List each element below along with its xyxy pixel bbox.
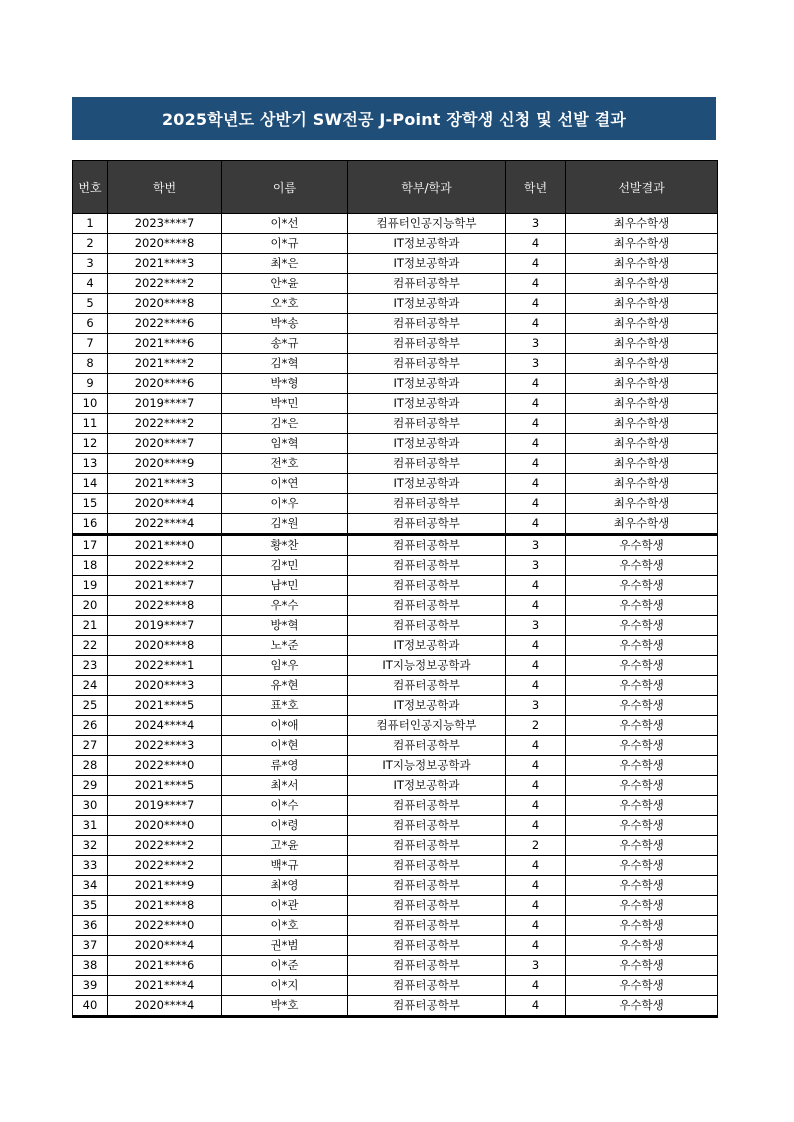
cell-student-id: 2020****7 xyxy=(108,434,222,454)
header-name: 이름 xyxy=(222,161,348,214)
cell-number: 25 xyxy=(73,696,108,716)
cell-grade: 4 xyxy=(506,254,566,274)
table-row xyxy=(73,314,718,334)
header-result: 선발결과 xyxy=(566,161,718,214)
cell-result: 우수학생 xyxy=(566,676,718,696)
cell-name: 박*형 xyxy=(222,374,348,394)
cell-result: 최우수학생 xyxy=(566,334,718,354)
cell-student-id: 2021****3 xyxy=(108,474,222,494)
table-row xyxy=(73,836,718,856)
cell-name: 이*지 xyxy=(222,976,348,996)
table-row xyxy=(73,354,718,374)
cell-department: 컴퓨터공학부 xyxy=(348,354,506,374)
cell-grade: 4 xyxy=(506,776,566,796)
cell-grade: 3 xyxy=(506,556,566,576)
cell-name: 유*현 xyxy=(222,676,348,696)
cell-number: 27 xyxy=(73,736,108,756)
cell-department: 컴퓨터공학부 xyxy=(348,454,506,474)
cell-student-id: 2021****5 xyxy=(108,696,222,716)
cell-department: IT정보공학과 xyxy=(348,254,506,274)
table-row xyxy=(73,776,718,796)
cell-department: 컴퓨터공학부 xyxy=(348,936,506,956)
cell-name: 이*우 xyxy=(222,494,348,514)
cell-result: 우수학생 xyxy=(566,996,718,1017)
cell-grade: 4 xyxy=(506,636,566,656)
cell-name: 이*애 xyxy=(222,716,348,736)
cell-department: 컴퓨터공학부 xyxy=(348,676,506,696)
cell-department: 컴퓨터공학부 xyxy=(348,976,506,996)
cell-name: 이*선 xyxy=(222,214,348,234)
cell-number: 2 xyxy=(73,234,108,254)
cell-result: 우수학생 xyxy=(566,956,718,976)
cell-name: 최*은 xyxy=(222,254,348,274)
cell-name: 김*은 xyxy=(222,414,348,434)
cell-grade: 3 xyxy=(506,956,566,976)
cell-department: 컴퓨터공학부 xyxy=(348,494,506,514)
cell-student-id: 2021****9 xyxy=(108,876,222,896)
cell-result: 우수학생 xyxy=(566,836,718,856)
cell-grade: 4 xyxy=(506,656,566,676)
cell-number: 10 xyxy=(73,394,108,414)
cell-student-id: 2023****7 xyxy=(108,214,222,234)
cell-result: 최우수학생 xyxy=(566,434,718,454)
cell-student-id: 2020****0 xyxy=(108,816,222,836)
table-row xyxy=(73,454,718,474)
cell-department: 컴퓨터공학부 xyxy=(348,556,506,576)
table-row xyxy=(73,816,718,836)
cell-number: 16 xyxy=(73,514,108,535)
cell-department: 컴퓨터공학부 xyxy=(348,736,506,756)
header-student-id: 학번 xyxy=(108,161,222,214)
cell-name: 임*우 xyxy=(222,656,348,676)
cell-grade: 4 xyxy=(506,394,566,414)
cell-grade: 4 xyxy=(506,756,566,776)
cell-result: 최우수학생 xyxy=(566,394,718,414)
cell-name: 김*혁 xyxy=(222,354,348,374)
table-row xyxy=(73,756,718,776)
cell-number: 22 xyxy=(73,636,108,656)
cell-student-id: 2021****6 xyxy=(108,334,222,354)
cell-department: 컴퓨터공학부 xyxy=(348,856,506,876)
cell-grade: 4 xyxy=(506,514,566,535)
cell-name: 이*규 xyxy=(222,234,348,254)
cell-student-id: 2020****3 xyxy=(108,676,222,696)
cell-result: 최우수학생 xyxy=(566,274,718,294)
table-row xyxy=(73,616,718,636)
cell-student-id: 2022****4 xyxy=(108,514,222,535)
cell-grade: 4 xyxy=(506,294,566,314)
cell-result: 최우수학생 xyxy=(566,214,718,234)
cell-grade: 4 xyxy=(506,454,566,474)
table-row xyxy=(73,535,718,556)
cell-student-id: 2022****2 xyxy=(108,414,222,434)
cell-grade: 3 xyxy=(506,535,566,556)
cell-grade: 3 xyxy=(506,354,566,374)
cell-number: 8 xyxy=(73,354,108,374)
cell-number: 34 xyxy=(73,876,108,896)
cell-department: 컴퓨터공학부 xyxy=(348,535,506,556)
table-row xyxy=(73,956,718,976)
cell-department: IT정보공학과 xyxy=(348,776,506,796)
cell-student-id: 2022****6 xyxy=(108,314,222,334)
cell-name: 류*영 xyxy=(222,756,348,776)
cell-name: 이*연 xyxy=(222,474,348,494)
cell-student-id: 2019****7 xyxy=(108,394,222,414)
cell-grade: 2 xyxy=(506,836,566,856)
cell-student-id: 2021****0 xyxy=(108,535,222,556)
cell-name: 이*준 xyxy=(222,956,348,976)
cell-student-id: 2020****6 xyxy=(108,374,222,394)
cell-name: 오*호 xyxy=(222,294,348,314)
cell-grade: 4 xyxy=(506,996,566,1017)
cell-result: 우수학생 xyxy=(566,976,718,996)
cell-student-id: 2021****5 xyxy=(108,776,222,796)
cell-result: 최우수학생 xyxy=(566,454,718,474)
table-row xyxy=(73,996,718,1017)
cell-student-id: 2021****3 xyxy=(108,254,222,274)
cell-grade: 4 xyxy=(506,736,566,756)
cell-result: 최우수학생 xyxy=(566,314,718,334)
table-row xyxy=(73,856,718,876)
cell-result: 우수학생 xyxy=(566,776,718,796)
table-row xyxy=(73,556,718,576)
cell-result: 우수학생 xyxy=(566,616,718,636)
table-row xyxy=(73,334,718,354)
cell-number: 12 xyxy=(73,434,108,454)
cell-number: 39 xyxy=(73,976,108,996)
cell-name: 이*수 xyxy=(222,796,348,816)
cell-number: 13 xyxy=(73,454,108,474)
cell-department: IT정보공학과 xyxy=(348,434,506,454)
cell-number: 7 xyxy=(73,334,108,354)
table-row xyxy=(73,916,718,936)
cell-number: 24 xyxy=(73,676,108,696)
table-row xyxy=(73,294,718,314)
cell-name: 황*찬 xyxy=(222,535,348,556)
cell-result: 우수학생 xyxy=(566,535,718,556)
cell-number: 17 xyxy=(73,535,108,556)
cell-number: 9 xyxy=(73,374,108,394)
cell-student-id: 2021****2 xyxy=(108,354,222,374)
cell-department: 컴퓨터공학부 xyxy=(348,274,506,294)
cell-student-id: 2021****8 xyxy=(108,896,222,916)
table-row xyxy=(73,876,718,896)
cell-name: 고*윤 xyxy=(222,836,348,856)
cell-department: IT정보공학과 xyxy=(348,294,506,314)
cell-grade: 4 xyxy=(506,434,566,454)
cell-department: 컴퓨터공학부 xyxy=(348,896,506,916)
cell-name: 이*현 xyxy=(222,736,348,756)
cell-name: 이*령 xyxy=(222,816,348,836)
page-title xyxy=(72,97,716,140)
cell-grade: 4 xyxy=(506,494,566,514)
cell-number: 6 xyxy=(73,314,108,334)
cell-result: 우수학생 xyxy=(566,856,718,876)
cell-department: 컴퓨터공학부 xyxy=(348,876,506,896)
table-row xyxy=(73,214,718,234)
cell-grade: 4 xyxy=(506,414,566,434)
cell-student-id: 2020****4 xyxy=(108,494,222,514)
cell-number: 3 xyxy=(73,254,108,274)
table-row xyxy=(73,696,718,716)
cell-result: 최우수학생 xyxy=(566,374,718,394)
cell-result: 최우수학생 xyxy=(566,254,718,274)
cell-number: 35 xyxy=(73,896,108,916)
cell-grade: 4 xyxy=(506,976,566,996)
cell-number: 26 xyxy=(73,716,108,736)
cell-number: 1 xyxy=(73,214,108,234)
table-row xyxy=(73,896,718,916)
cell-number: 29 xyxy=(73,776,108,796)
table-row xyxy=(73,636,718,656)
cell-number: 32 xyxy=(73,836,108,856)
cell-grade: 2 xyxy=(506,716,566,736)
cell-department: 컴퓨터공학부 xyxy=(348,996,506,1017)
cell-result: 우수학생 xyxy=(566,816,718,836)
cell-department: 컴퓨터공학부 xyxy=(348,796,506,816)
cell-number: 30 xyxy=(73,796,108,816)
cell-number: 20 xyxy=(73,596,108,616)
cell-department: 컴퓨터공학부 xyxy=(348,956,506,976)
cell-number: 40 xyxy=(73,996,108,1017)
cell-number: 15 xyxy=(73,494,108,514)
cell-grade: 4 xyxy=(506,596,566,616)
cell-name: 우*수 xyxy=(222,596,348,616)
cell-student-id: 2020****9 xyxy=(108,454,222,474)
cell-number: 33 xyxy=(73,856,108,876)
cell-grade: 4 xyxy=(506,796,566,816)
cell-result: 우수학생 xyxy=(566,796,718,816)
cell-result: 우수학생 xyxy=(566,696,718,716)
cell-result: 우수학생 xyxy=(566,716,718,736)
cell-department: 컴퓨터공학부 xyxy=(348,334,506,354)
cell-department: IT지능정보공학과 xyxy=(348,656,506,676)
cell-department: 컴퓨터공학부 xyxy=(348,836,506,856)
cell-student-id: 2019****7 xyxy=(108,796,222,816)
cell-name: 김*원 xyxy=(222,514,348,535)
table-row xyxy=(73,274,718,294)
table-row xyxy=(73,736,718,756)
cell-name: 이*호 xyxy=(222,916,348,936)
table-row xyxy=(73,596,718,616)
cell-name: 노*준 xyxy=(222,636,348,656)
cell-grade: 4 xyxy=(506,676,566,696)
cell-student-id: 2022****2 xyxy=(108,856,222,876)
cell-result: 최우수학생 xyxy=(566,354,718,374)
cell-department: 컴퓨터인공지능학부 xyxy=(348,716,506,736)
cell-department: IT정보공학과 xyxy=(348,474,506,494)
cell-result: 우수학생 xyxy=(566,916,718,936)
cell-grade: 4 xyxy=(506,856,566,876)
cell-student-id: 2020****8 xyxy=(108,294,222,314)
table-row xyxy=(73,494,718,514)
cell-department: IT지능정보공학과 xyxy=(348,756,506,776)
cell-student-id: 2024****4 xyxy=(108,716,222,736)
cell-student-id: 2021****6 xyxy=(108,956,222,976)
table-row xyxy=(73,474,718,494)
table-row xyxy=(73,514,718,535)
page-title-text: 2025학년도 상반기 SW전공 J-Point 장학생 신청 및 선발 결과 xyxy=(161,110,627,129)
header-department: 학부/학과 xyxy=(348,161,506,214)
cell-name: 방*혁 xyxy=(222,616,348,636)
cell-student-id: 2020****4 xyxy=(108,996,222,1017)
cell-number: 36 xyxy=(73,916,108,936)
cell-department: 컴퓨터공학부 xyxy=(348,514,506,535)
cell-grade: 4 xyxy=(506,374,566,394)
cell-student-id: 2020****4 xyxy=(108,936,222,956)
cell-student-id: 2021****7 xyxy=(108,576,222,596)
cell-student-id: 2022****8 xyxy=(108,596,222,616)
cell-name: 임*혁 xyxy=(222,434,348,454)
table-row xyxy=(73,414,718,434)
cell-result: 우수학생 xyxy=(566,876,718,896)
cell-number: 31 xyxy=(73,816,108,836)
table-row xyxy=(73,394,718,414)
cell-grade: 4 xyxy=(506,816,566,836)
cell-result: 우수학생 xyxy=(566,756,718,776)
cell-name: 김*민 xyxy=(222,556,348,576)
cell-result: 우수학생 xyxy=(566,736,718,756)
cell-number: 19 xyxy=(73,576,108,596)
table-row xyxy=(73,976,718,996)
cell-grade: 3 xyxy=(506,334,566,354)
cell-name: 안*윤 xyxy=(222,274,348,294)
cell-number: 23 xyxy=(73,656,108,676)
cell-department: 컴퓨터공학부 xyxy=(348,576,506,596)
cell-student-id: 2022****2 xyxy=(108,836,222,856)
cell-result: 최우수학생 xyxy=(566,294,718,314)
cell-number: 28 xyxy=(73,756,108,776)
cell-name: 박*호 xyxy=(222,996,348,1017)
cell-name: 최*영 xyxy=(222,876,348,896)
cell-number: 37 xyxy=(73,936,108,956)
cell-result: 우수학생 xyxy=(566,636,718,656)
cell-number: 5 xyxy=(73,294,108,314)
cell-grade: 4 xyxy=(506,896,566,916)
cell-grade: 3 xyxy=(506,214,566,234)
table-row xyxy=(73,434,718,454)
cell-department: IT정보공학과 xyxy=(348,374,506,394)
cell-student-id: 2020****8 xyxy=(108,636,222,656)
cell-grade: 4 xyxy=(506,936,566,956)
cell-department: IT정보공학과 xyxy=(348,696,506,716)
table-row xyxy=(73,254,718,274)
cell-grade: 4 xyxy=(506,876,566,896)
cell-department: 컴퓨터인공지능학부 xyxy=(348,214,506,234)
cell-student-id: 2019****7 xyxy=(108,616,222,636)
cell-result: 최우수학생 xyxy=(566,234,718,254)
cell-department: 컴퓨터공학부 xyxy=(348,916,506,936)
table-row xyxy=(73,676,718,696)
cell-grade: 4 xyxy=(506,234,566,254)
cell-department: 컴퓨터공학부 xyxy=(348,616,506,636)
table-row xyxy=(73,936,718,956)
header-number: 번호 xyxy=(73,161,108,214)
cell-name: 백*규 xyxy=(222,856,348,876)
cell-number: 14 xyxy=(73,474,108,494)
cell-name: 권*범 xyxy=(222,936,348,956)
cell-student-id: 2020****8 xyxy=(108,234,222,254)
cell-result: 우수학생 xyxy=(566,576,718,596)
cell-name: 송*규 xyxy=(222,334,348,354)
cell-result: 우수학생 xyxy=(566,936,718,956)
cell-department: IT정보공학과 xyxy=(348,394,506,414)
table-row xyxy=(73,716,718,736)
table-header-row xyxy=(73,161,718,214)
cell-name: 박*민 xyxy=(222,394,348,414)
cell-number: 4 xyxy=(73,274,108,294)
cell-student-id: 2021****4 xyxy=(108,976,222,996)
cell-student-id: 2022****0 xyxy=(108,916,222,936)
cell-number: 38 xyxy=(73,956,108,976)
cell-result: 우수학생 xyxy=(566,656,718,676)
cell-grade: 4 xyxy=(506,274,566,294)
table-body xyxy=(73,214,718,1017)
cell-grade: 4 xyxy=(506,474,566,494)
cell-result: 최우수학생 xyxy=(566,474,718,494)
cell-name: 전*호 xyxy=(222,454,348,474)
cell-grade: 4 xyxy=(506,576,566,596)
cell-department: IT정보공학과 xyxy=(348,234,506,254)
cell-grade: 3 xyxy=(506,696,566,716)
cell-result: 우수학생 xyxy=(566,896,718,916)
cell-name: 이*관 xyxy=(222,896,348,916)
cell-result: 최우수학생 xyxy=(566,494,718,514)
cell-department: 컴퓨터공학부 xyxy=(348,596,506,616)
cell-student-id: 2022****0 xyxy=(108,756,222,776)
header-grade: 학년 xyxy=(506,161,566,214)
table-row xyxy=(73,374,718,394)
table-row xyxy=(73,796,718,816)
cell-number: 11 xyxy=(73,414,108,434)
cell-result: 우수학생 xyxy=(566,556,718,576)
table-row xyxy=(73,656,718,676)
cell-number: 21 xyxy=(73,616,108,636)
cell-name: 남*민 xyxy=(222,576,348,596)
cell-department: 컴퓨터공학부 xyxy=(348,314,506,334)
cell-student-id: 2022****2 xyxy=(108,274,222,294)
cell-student-id: 2022****3 xyxy=(108,736,222,756)
cell-result: 최우수학생 xyxy=(566,414,718,434)
cell-result: 최우수학생 xyxy=(566,514,718,535)
cell-student-id: 2022****1 xyxy=(108,656,222,676)
cell-grade: 4 xyxy=(506,916,566,936)
cell-name: 표*호 xyxy=(222,696,348,716)
cell-department: 컴퓨터공학부 xyxy=(348,414,506,434)
table-row xyxy=(73,234,718,254)
cell-number: 18 xyxy=(73,556,108,576)
cell-department: IT정보공학과 xyxy=(348,636,506,656)
cell-name: 박*송 xyxy=(222,314,348,334)
cell-department: 컴퓨터공학부 xyxy=(348,816,506,836)
cell-grade: 4 xyxy=(506,314,566,334)
cell-result: 우수학생 xyxy=(566,596,718,616)
cell-grade: 3 xyxy=(506,616,566,636)
scholarship-results-table xyxy=(72,160,718,1018)
cell-name: 최*서 xyxy=(222,776,348,796)
cell-student-id: 2022****2 xyxy=(108,556,222,576)
table-row xyxy=(73,576,718,596)
